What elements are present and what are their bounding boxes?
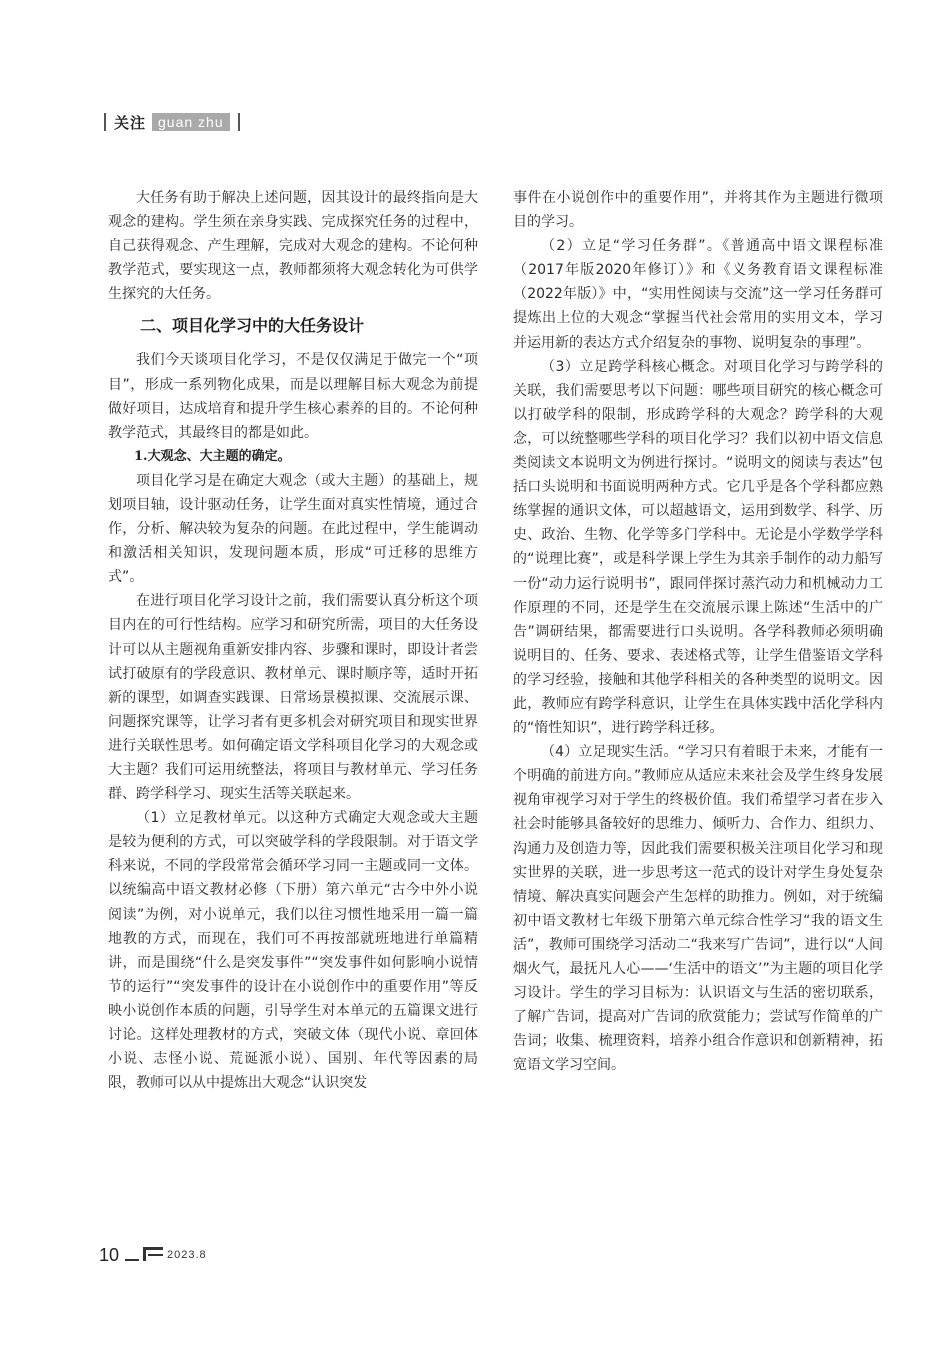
magazine-logo-icon xyxy=(143,1247,163,1264)
header-right-bar xyxy=(238,113,240,131)
paragraph: （2）立足“学习任务群”。《普通高中语文课程标准（2017年版2020年修订）》和《义务教育语文课程标准（2022年版）》中，“实用性阅读与交流”这一学习任务群可提炼出上位的大观念“掌握当代社会常用的实用文本，学习并运用新的表达方式介绍复杂的事物、说明复杂的事理”。 xyxy=(513,238,883,351)
header-pinyin-tag: guan zhu xyxy=(152,113,230,131)
section-title: 二、项目化学习中的大任务设计 xyxy=(140,316,365,336)
paragraph: （1）立足教材单元。以这种方式确定大观念或大主题是较为便利的方式，可以突破学科的学段限制。对于语文学科来说，不同的学段常常会循环学习同一主题或同一文体。以统编高中语文教材必修（下册）第六单元“古今中外小说阅读”为例，对小说单元，我们以往习惯性地采用一篇一篇地教的方式，而现在，我们可不再按部就班地进行单篇精讲，而是围绕“什么是突发事件”“突发事件如何影响小说情节的运行”“突发事件的设计在小说创作中的重要作用”等反映小说创作本质的问题，引导学生对本单元的五篇课文进行讨论。这样处理教材的方式，突破文体（现代小说、章回体小说、志怪小说、荒诞派小说）、国别、年代等因素的局限，教师可以从中提炼出大观念“认识突发 xyxy=(108,810,478,1092)
paragraph: 项目化学习是在确定大观念（或大主题）的基础上，规划项目轴，设计驱动任务，让学生面对真实性情境，通过合作，分析、解决较为复杂的问题。在此过程中，学生能调动和激活相关知识，发现问题本质，形成“可迁移的思维方式”。 xyxy=(108,472,478,586)
running-header xyxy=(104,111,240,133)
page-number: 10 xyxy=(99,1244,120,1265)
paragraph-continued: 事件在小说创作中的重要作用”，并将其作为主题进行微项目的学习。 xyxy=(513,190,883,231)
paragraph: 大任务有助于解决上述问题，因其设计的最终指向是大观念的建构。学生须在亲身实践、完成探究任务的过程中，自己获得观念、产生理解，完成对大观念的建构。不论何种教学范式，要实现这一点，教师都须将大观念转化为可供学生探究的大任务。 xyxy=(108,190,478,303)
paragraph: 在进行项目化学习设计之前，我们需要认真分析这个项目内在的可行性结构。应学习和研究所需，项目的大任务设计可以从主题视角重新安排内容、步骤和课时，即设计者尝试打破原有的学段意识、教材单元、课时顺序等，适时开拓新的课型，如调查实践课、日常场景模拟课、交流展示课、问题探究课等，让学习者有更多机会对研究项目和现实世界进行关联性思考。如何确定语文学科项目化学习的大观念或大主题？我们可运用统整法，将项目与教材单元、学习任务群、跨学科学习、现实生活等关联起来。 xyxy=(108,593,478,803)
subheading: 1.大观念、大主题的确定。 xyxy=(134,448,291,464)
left-column xyxy=(108,186,478,1095)
header-section-label: 关注 xyxy=(114,113,147,132)
footer-rule xyxy=(125,1259,139,1261)
header-left-bar xyxy=(104,113,106,131)
paragraph: （4）立足现实生活。“学习只有着眼于未来，才能有一个明确的前进方向。”教师应从适应未来社会及学生终身发展视角审视学习对于学生的终极价值。我们希望学习者在步入社会时能够具备较好的思维力、倾听力、合作力、组织力、沟通力及创造力等，因此我们需要积极关注项目化学习和现实世界的关联，进一步思考这一范式的设计对学生身处复杂情境、解决真实问题会产生怎样的助推力。例如，对于统编初中语文教材七年级下册第六单元综合性学习“我的语文生活”，教师可围绕学习活动二“我来写广告词”，进行以“人间烟火气，最抚凡人心——‘生活中的语文’”为主题的项目化学习设计。学生的学习目标为：认识语文与生活的密切联系，了解广告词，提高对广告词的欣赏能力；尝试写作简单的广告词；收集、梳理资料，培养小组合作意识和创新精神，拓宽语文学习空间。 xyxy=(513,744,883,1074)
right-column xyxy=(513,186,883,1077)
paragraph: （3）立足跨学科核心概念。对项目化学习与跨学科的关联，我们需要思考以下问题：哪些项目研究的核心概念可以打破学科的限制，形成跨学科的大观念？跨学科的大观念，可以统整哪些学科的项目化学习？我们以初中语文信息类阅读文本说明文为例进行探讨。“说明文的阅读与表达”包括口头说明和书面说明两种方式。它几乎是各个学科都应熟练掌握的通识文体，可以超越语文，运用到数学、科学、历史、政治、生物、化学等多门学科中。无论是小学数学学科的“说理比赛”，或是科学课上学生为其亲手制作的动力船写一份“动力运行说明书”，跟同伴探讨蒸汽动力和机械动力工作原理的不同，还是学生在交流展示课上陈述“生活中的广告”调研结果，都需要进行口头说明。各学科教师必须明确说明目的、任务、要求、表述格式等，让学生借鉴语文学科的学习经验，接触和其他学科相关的各种类型的说明文。因此，教师应有跨学科意识，让学生在具体实践中活化学科内的“惰性知识”，进行跨学科迁移。 xyxy=(513,358,883,737)
page-footer xyxy=(99,1245,207,1265)
issue-date: 2023.8 xyxy=(167,1249,207,1261)
paragraph: 我们今天谈项目化学习，不是仅仅满足于做完一个“项目”，形成一系列物化成果，而是以理解目标大观念为前提做好项目，达成培育和提升学生核心素养的目的。不论何种教学范式，其最终目的都是如此。 xyxy=(108,352,478,441)
